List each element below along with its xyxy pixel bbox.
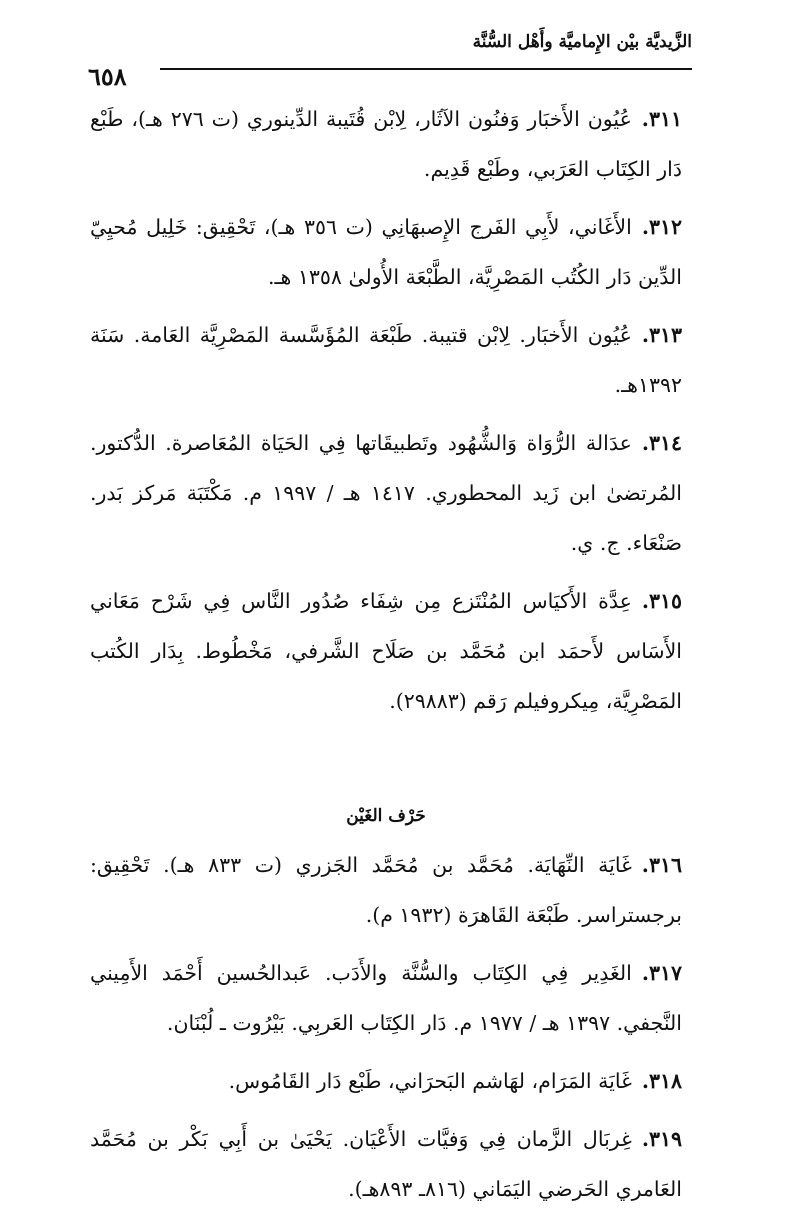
running-header [88,28,692,91]
bibliography-entry [90,576,682,726]
bibliography-entry [90,202,682,302]
entry-text: الغَدِير فِي الكِتَاب والسُّنَّة والأَدَب. عَبدالحُسين أَحْمَد الأَمِيني النَّجفي. ١٣٩٧ هـ / ١٩٧٧ م. دَار الكِتَاب العَربِي. بَيْرُوت ـ لُبْنَان. [90,961,682,1035]
entry-number: ٣١٢. [641,215,682,239]
entry-number: ٣١٣. [641,323,682,347]
bibliography-entry [90,1114,682,1214]
entry-text: عُيُون الأَخبَار. لِابْن قتيبة. طَبْعَة المُؤَسَّسة المَصْرِيَّة العَامة. سَنَة ١٣٩٢هـ. [90,323,682,397]
entry-text: الأَغَاني، لأَبِي الفَرج الإِصبهَانِي (ت ٣٥٦ هـ)، تَحْقِيق: خَلِيل مُحيِيّ الدِّين دَار الكُتُب المَصْرِيَّة، الطَّبْعَة الأُولىٰ ١٣٥٨ هـ. [90,215,682,289]
entry-text: عِدَّة الأَكيَاس المُنْتَزع مِن شِفَاء صُدُور النَّاس فِي شَرْح مَعَاني الأَسَاس لأَحمَد ابن مُحَمَّد بن صَلَاح الشَّرفي، مَخْطُوط. بِدَار الكُتب المَصْرِيَّة، مِيكروفيلم رَقم (٢٩٨٨٣). [90,589,682,713]
bibliography-body [90,94,682,1222]
bibliography-entry [90,418,682,568]
entry-text: غَايَة المَرَام، لهَاشم البَحرَاني، طَبْع دَار القَامُوس. [228,1069,632,1093]
entry-text: غِربَال الزَّمان فِي وَفيَّات الأَعْيَان. يَحْيَىٰ بن أَبِي بَكْر بن مُحَمَّد العَامري الحَرضي اليَمَاني (٨١٦ـ ٨٩٣هـ). [90,1127,682,1201]
entry-number: ٣١٧. [641,961,682,985]
entry-number: ٣١٦. [641,853,682,877]
entry-text: غَايَة النِّهَايَة. مُحَمَّد بن مُحَمَّد الجَزري (ت ٨٣٣ هـ). تَحْقِيق: برجستراسر. طَبْعَة القَاهرَة (١٩٣٢ م). [90,853,682,927]
page-number: ٦٥٨ [88,62,127,91]
entry-text: عُيُون الأَخبَار وَفنُون الآثَار، لِابْن قُتَيبة الدِّينوري (ت ٢٧٦ هـ)، طَبْع دَار الكِتَاب العَرَبي، وطَبْع قَدِيم. [90,107,682,181]
section-heading: حَرْف الغَيْن [346,806,426,826]
entry-number: ٣١٨. [641,1069,682,1093]
entry-number: ٣١٥. [641,589,682,613]
bibliography-entry [90,840,682,940]
entry-number: ٣١١. [641,107,682,131]
bibliography-entry [90,948,682,1048]
bibliography-entry [90,1056,682,1106]
entry-number: ٣١٩. [641,1127,682,1151]
bibliography-entry [90,310,682,410]
entry-text: عدَالة الرُّوَاة وَالشُّهُود وتَطبيقَاتها فِي الحَيَاة المُعَاصرة. الدُّكتور. المُرتضىٰ ابن زَيد المحطوري. ١٤١٧ هـ / ١٩٩٧ م. مَكْتَبَة مَركز بَدر. صَنْعَاء. ج. ي. [90,431,682,555]
header-rule [160,68,692,70]
bibliography-entry [90,94,682,194]
entry-number: ٣١٤. [641,431,682,455]
running-title: الزَّيديَّة بيْن الإِماميَّة وأَهْل السُّنَّة [472,32,692,52]
